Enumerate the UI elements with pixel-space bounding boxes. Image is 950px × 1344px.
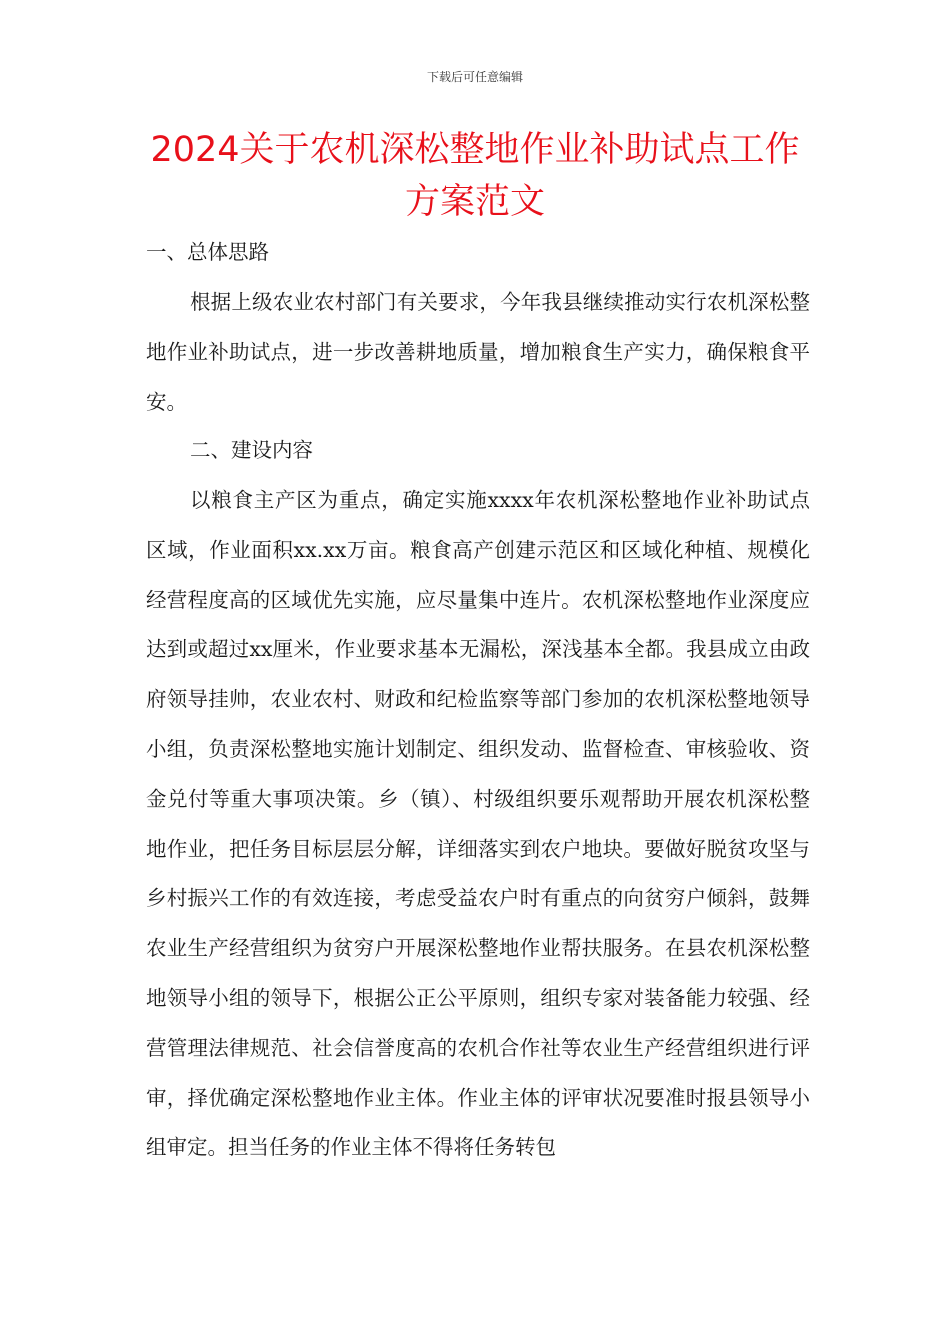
- paragraph-overall-approach: 根据上级农业农村部门有关要求，今年我县继续推动实行农机深松整地作业补助试点，进一步改善耕地质量，增加粮食生产实力，确保粮食平安。: [146, 290, 810, 414]
- title-line-2: 方案范文: [404, 182, 545, 222]
- header-note: 下载后可任意编辑: [426, 70, 523, 84]
- paragraph-construction-content: 以粮食主产区为重点，确定实施xxxx年农机深松整地作业补助试点区域，作业面积xx.xx万亩。粮食高产创建示范区和区域化种植、规模化经营程度高的区域优先实施，应尽量集中连片。农机深松整地作业深度应达到或超过xx厘米，作业要求基本无漏松，深浅基本全都。我县成立由政府领导挂帅，农业农村、财政和纪检监察等部门参加的农机深松整地领导小组，负责深松整地实施计划制定、组织发动、监督检查、审核验收、资金兑付等重大事项决策。乡（镇）、村级组织要乐观帮助开展农机深松整地作业，把任务目标层层分解，详细落实到农户地块。要做好脱贫攻坚与乡村振兴工作的有效连接，考虑受益农户时有重点的向贫穷户倾斜，鼓舞农业生产经营组织为贫穷户开展深松整地作业帮扶服务。在县农机深松整地领导小组的领导下，根据公正公平原则，组织专家对装备能力较强、经营管理法律规范、社会信誉度高的农机合作社等农业生产经营组织进行评审，择优确定深松整地作业主体。作业主体的评审状况要准时报县领导小组审定。担当任务的作业主体不得将任务转包: [146, 488, 810, 1160]
- title-line-1: 2024关于农机深松整地作业补助试点工作: [150, 130, 800, 170]
- section-heading-construction-content: 二、建设内容: [190, 438, 313, 462]
- document-title: [100, 124, 850, 228]
- section-heading-overall-approach: 一、总体思路: [146, 240, 269, 264]
